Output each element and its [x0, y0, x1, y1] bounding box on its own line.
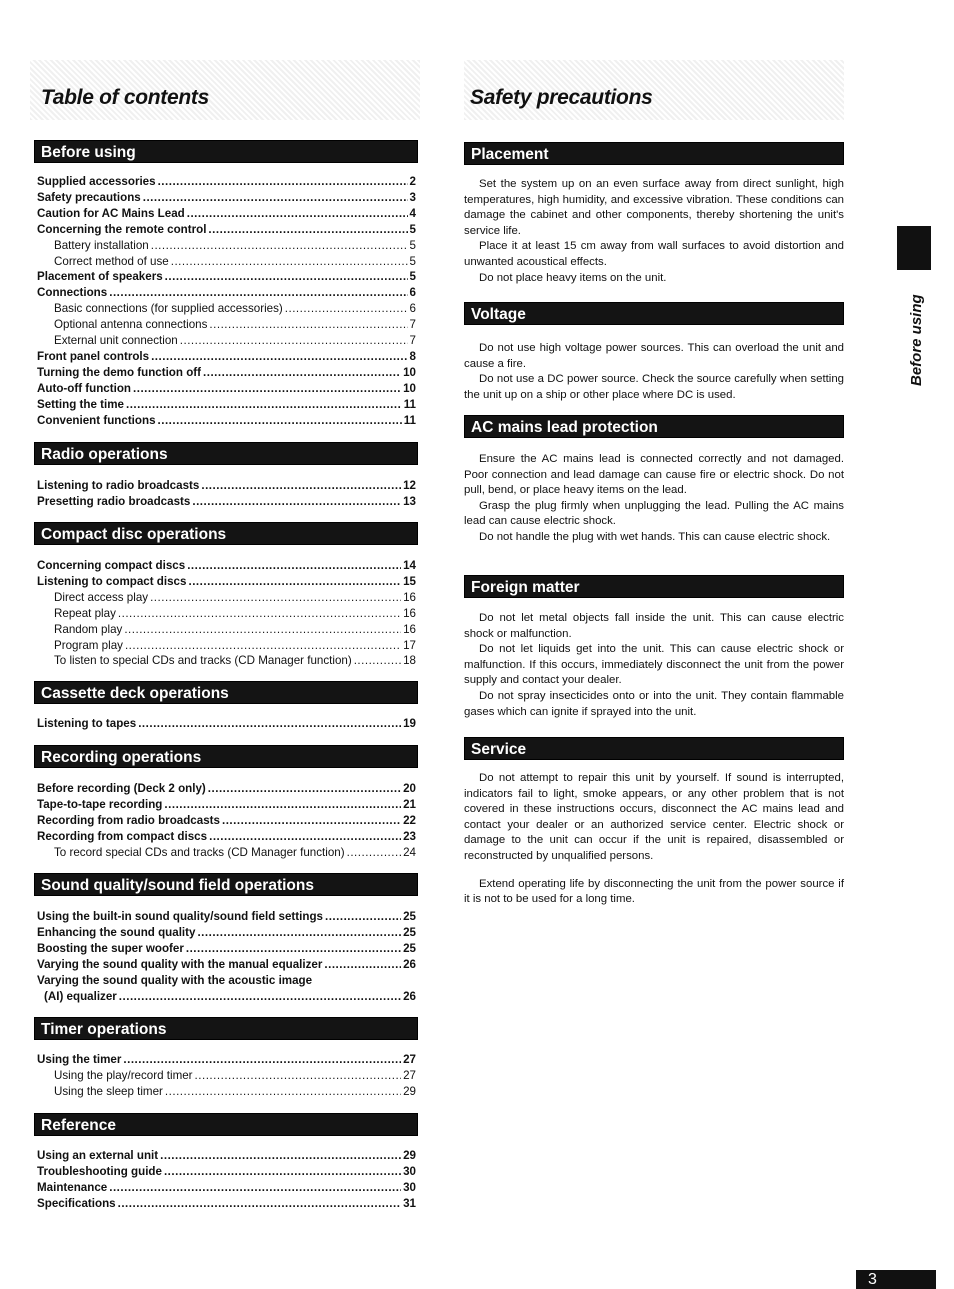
toc-leader-dots [164, 1164, 401, 1180]
toc-entry-page: 25 [403, 910, 416, 923]
toc-leader-dots [143, 190, 408, 206]
toc-entry-label: (AI) equalizer [44, 989, 117, 1003]
toc-list-radio [37, 478, 416, 510]
toc-entry-page: 16 [403, 590, 416, 604]
toc-leader-dots [197, 925, 401, 941]
toc-header-reference: Reference [34, 1113, 418, 1136]
safety-text-ac-mains [464, 452, 844, 546]
toc-entry-label: Recording from radio broadcasts [37, 813, 220, 827]
toc-entry-label: Enhancing the sound quality [37, 925, 196, 939]
toc-entry-label: Caution for AC Mains Lead [37, 206, 185, 220]
toc-leader-dots [186, 941, 401, 957]
safety-header-ac-mains: AC mains lead protection [464, 415, 844, 438]
toc-leader-dots [324, 957, 401, 973]
toc-leader-dots [123, 1052, 401, 1068]
toc-entry-label: Using the built-in sound quality/sound field settings [37, 910, 323, 923]
toc-entry [37, 653, 416, 669]
toc-list-recording [37, 781, 416, 861]
safety-paragraph: Do not let liquids get into the unit. This can cause electric shock or malfunction. If this occurs, immediately disconnect the unit from the power supply and contact your dealer. [464, 643, 844, 687]
toc-entry [37, 349, 416, 365]
toc-entry-page: 6 [409, 286, 416, 300]
toc-entry [37, 317, 416, 333]
safety-paragraph: Do not use a DC power source. Check the source carefully when setting the unit up on a ship or other place where DC is used. [464, 373, 844, 401]
safety-text-foreign-matter [464, 611, 844, 720]
toc-entry-page: 5 [409, 254, 416, 268]
toc-entry-page: 5 [409, 222, 416, 236]
toc-entry-page: 2 [409, 175, 416, 188]
toc-entry-label: Before recording (Deck 2 only) [37, 782, 206, 795]
toc-entry [37, 269, 416, 285]
toc-leader-dots [118, 1196, 401, 1212]
safety-paragraph: Place it at least 15 cm away from wall surfaces to avoid distortion and unwanted acoustical effects. [464, 240, 844, 268]
toc-entry-page: 19 [403, 717, 416, 730]
toc-entry [37, 333, 416, 349]
toc-entry-page: 23 [403, 829, 416, 843]
toc-leader-dots [171, 254, 408, 270]
toc-leader-dots [208, 781, 401, 797]
toc-leader-dots [209, 829, 401, 845]
toc-entry-page: 5 [409, 270, 416, 284]
toc-entry-label: Using the sleep timer [54, 1084, 163, 1098]
toc-leader-dots [208, 222, 407, 238]
toc-entry-page: 15 [403, 574, 416, 588]
safety-text-service [464, 771, 844, 908]
toc-entry-label: Varying the sound quality with the manual equalizer [37, 957, 323, 971]
toc-header-recording: Recording operations [34, 745, 418, 768]
toc-entry-page: 8 [409, 349, 416, 363]
toc-entry-page: 30 [403, 1180, 416, 1194]
toc-entry-page: 30 [403, 1164, 416, 1178]
toc-entry [37, 829, 416, 845]
toc-entry-page: 5 [409, 238, 416, 252]
toc-list-sound [37, 909, 416, 1004]
safety-paragraph: Do not handle the plug with wet hands. This can cause electric shock. [479, 530, 831, 543]
toc-entry-page: 20 [403, 782, 416, 795]
toc-entry-page: 10 [403, 381, 416, 395]
toc-leader-dots [195, 1068, 402, 1084]
toc-entry-label: Using the timer [37, 1053, 122, 1066]
toc-leader-dots [158, 174, 408, 190]
safety-text-placement [464, 177, 844, 286]
toc-entry [37, 638, 416, 654]
toc-entry-page: 27 [403, 1053, 416, 1066]
toc-leader-dots [126, 397, 402, 413]
toc-list-cassette [37, 716, 416, 732]
toc-entry-page: 10 [403, 365, 416, 379]
safety-header-foreign-matter: Foreign matter [464, 575, 844, 598]
toc-list-before-using [37, 174, 416, 429]
toc-entry-label: Troubleshooting guide [37, 1164, 162, 1178]
toc-leader-dots [119, 989, 401, 1005]
toc-entry-page: 18 [403, 654, 416, 668]
toc-entry [37, 413, 416, 429]
toc-entry [37, 1148, 416, 1164]
toc-leader-dots [118, 606, 401, 622]
toc-leader-dots [347, 845, 401, 861]
toc-entry [37, 222, 416, 238]
toc-entry-label: To record special CDs and tracks (CD Manager function) [54, 845, 345, 859]
page-number: 3 [856, 1270, 936, 1289]
safety-paragraph: Ensure the AC mains lead is connected correctly and not damaged. Poor connection and lead damage can cause fire or electric shock. Do not pull, bend, or place heavy items on the lead. [464, 453, 844, 497]
toc-header-timer: Timer operations [34, 1017, 418, 1040]
toc-entry-label: Random play [54, 622, 123, 636]
safety-header-placement: Placement [464, 142, 844, 165]
toc-entry [37, 925, 416, 941]
safety-paragraph: Do not spray insecticides onto or into the unit. They contain flammable gases which can ignite if sprayed into the unit. [464, 689, 844, 718]
toc-entry [37, 558, 416, 574]
toc-entry [37, 1196, 416, 1212]
toc-entry-label: Presetting radio broadcasts [37, 494, 191, 508]
toc-entry-page: 25 [403, 925, 416, 939]
toc-entry-label: Listening to tapes [37, 717, 137, 730]
toc-entry-label: Listening to compact discs [37, 574, 187, 588]
toc-entry-page: 6 [409, 302, 416, 316]
toc-entry-page: 27 [403, 1068, 416, 1082]
toc-entry-label: Varying the sound quality with the acoustic image [37, 973, 313, 987]
toc-leader-dots [109, 1180, 401, 1196]
safety-paragraph: Do not use high voltage power sources. This can overload the unit and cause a fire. [464, 342, 844, 370]
toc-entry [37, 845, 416, 861]
toc-entry [37, 989, 416, 1005]
toc-leader-dots [165, 1084, 401, 1100]
toc-entry [37, 285, 416, 301]
toc-header-cassette: Cassette deck operations [34, 681, 418, 704]
toc-entry-page: 17 [403, 638, 416, 652]
toc-header-radio: Radio operations [34, 442, 418, 465]
toc-leader-dots [151, 238, 408, 254]
toc-leader-dots [124, 622, 401, 638]
toc-leader-dots [158, 413, 402, 429]
toc-entry-label: To listen to special CDs and tracks (CD Manager function) [54, 654, 352, 668]
toc-entry-page: 7 [409, 318, 416, 332]
toc-entry [37, 478, 416, 494]
toc-entry-label: Setting the time [37, 397, 124, 411]
side-tab-label: Before using [908, 294, 925, 386]
toc-leader-dots [325, 909, 401, 925]
toc-entry-page: 7 [409, 334, 416, 348]
toc-entry-page: 31 [403, 1196, 416, 1210]
toc-leader-dots [285, 301, 408, 317]
toc-leader-dots [201, 478, 401, 494]
safety-paragraph: Do not let metal objects fall inside the unit. This can cause electric shock or malfunction. [464, 612, 844, 640]
toc-entry-page: 21 [403, 797, 416, 811]
toc-entry [37, 238, 416, 254]
safety-title: Safety precautions [470, 86, 653, 109]
toc-header-before-using: Before using [34, 140, 418, 163]
toc-list-reference [37, 1148, 416, 1212]
toc-entry-label: Supplied accessories [37, 175, 156, 188]
toc-entry [37, 206, 416, 222]
safety-header-voltage: Voltage [464, 302, 844, 325]
toc-leader-dots [187, 558, 401, 574]
toc-entry [37, 1180, 416, 1196]
toc-entry-label: Direct access play [54, 590, 149, 604]
toc-entry [37, 254, 416, 270]
toc-entry-label: Concerning compact discs [37, 559, 186, 572]
toc-leader-dots [187, 206, 408, 222]
toc-entry-label: Convenient functions [37, 413, 156, 427]
toc-leader-dots [354, 653, 401, 669]
toc-entry [37, 973, 416, 989]
toc-leader-dots [222, 813, 401, 829]
toc-entry-label: Connections [37, 286, 108, 300]
safety-header-service: Service [464, 737, 844, 760]
toc-entry-label: Using the play/record timer [54, 1068, 193, 1082]
toc-entry [37, 574, 416, 590]
toc-entry-page: 22 [403, 813, 416, 827]
toc-entry-page: 11 [403, 413, 416, 427]
toc-entry-page: 29 [403, 1084, 416, 1098]
safety-paragraph: Do not place heavy items on the unit. [479, 271, 667, 284]
safety-paragraph: Extend operating life by disconnecting the unit from the power source if it is not to be used for a long time. [464, 877, 844, 906]
toc-entry [37, 957, 416, 973]
toc-entry [37, 622, 416, 638]
toc-list-timer [37, 1052, 416, 1100]
toc-entry-label: Front panel controls [37, 349, 150, 363]
toc-entry-label: Repeat play [54, 606, 116, 620]
toc-entry [37, 941, 416, 957]
toc-leader-dots [160, 1148, 401, 1164]
toc-entry-label: Listening to radio broadcasts [37, 479, 200, 492]
toc-entry-page: 12 [403, 479, 416, 492]
toc-entry [37, 797, 416, 813]
toc-entry [37, 606, 416, 622]
toc-entry-page: 24 [403, 845, 416, 859]
toc-leader-dots [209, 317, 407, 333]
toc-entry-page: 13 [403, 494, 416, 508]
toc-entry-page: 16 [403, 606, 416, 620]
toc-entry-label: Placement of speakers [37, 270, 163, 284]
toc-leader-dots [125, 638, 401, 654]
toc-list-cd [37, 558, 416, 669]
toc-entry-label: Concerning the remote control [37, 222, 207, 236]
safety-paragraph: Do not attempt to repair this unit by yourself. If sound is interrupted, indicators fail to light, smoke appears, or any other problem that is not covered in these instructions occurs, disconnect the AC mains lead and contact your dealer or an authorized service center. Electric shock or damage to the unit can occur if the unit is repaired, disassembled or reconstructed by unqualified persons. [464, 772, 844, 862]
toc-leader-dots [151, 349, 407, 365]
toc-entry [37, 909, 416, 925]
safety-paragraph: Set the system up on an even surface away from direct sunlight, high temperatures, high humidity, and excessive vibration. These conditions can damage the cabinet and other components, thereby shortening the unit's service life. [464, 178, 844, 237]
toc-entry-label: Auto-off function [37, 381, 132, 395]
toc-entry [37, 1084, 416, 1100]
toc-entry-label: Tape-to-tape recording [37, 797, 163, 811]
toc-entry-label: Optional antenna connections [54, 318, 208, 332]
toc-entry [37, 1052, 416, 1068]
toc-entry-label: Basic connections (for supplied accessories) [54, 302, 283, 316]
toc-entry-page: 14 [403, 559, 416, 572]
toc-entry [37, 813, 416, 829]
toc-entry-label: Boosting the super woofer [37, 941, 184, 955]
side-tab-block [897, 226, 931, 270]
toc-leader-dots [180, 333, 408, 349]
toc-entry [37, 397, 416, 413]
toc-entry-label: Program play [54, 638, 123, 652]
toc-entry-page: 3 [409, 190, 416, 204]
toc-entry-label: Safety precautions [37, 190, 141, 204]
toc-leader-dots [150, 590, 401, 606]
toc-entry [37, 1068, 416, 1084]
toc-entry [37, 716, 416, 732]
toc-leader-dots [164, 797, 401, 813]
toc-entry-page: 29 [403, 1149, 416, 1162]
toc-leader-dots [192, 494, 401, 510]
toc-entry-label: Recording from compact discs [37, 829, 208, 843]
toc-entry [37, 301, 416, 317]
toc-leader-dots [203, 365, 401, 381]
toc-entry [37, 365, 416, 381]
toc-header-cd: Compact disc operations [34, 522, 418, 545]
toc-entry [37, 494, 416, 510]
toc-leader-dots [109, 285, 407, 301]
toc-title: Table of contents [41, 86, 209, 109]
toc-entry-label: Turning the demo function off [37, 365, 201, 379]
toc-entry-label: External unit connection [54, 334, 178, 348]
safety-paragraph: Grasp the plug firmly when unplugging the lead. Pulling the AC mains lead can cause electric shock. [464, 499, 844, 528]
toc-entry-page: 11 [403, 397, 416, 411]
toc-entry [37, 590, 416, 606]
toc-entry [37, 781, 416, 797]
toc-entry-label: Using an external unit [37, 1149, 159, 1162]
toc-entry [37, 1164, 416, 1180]
toc-leader-dots [165, 269, 408, 285]
toc-entry-page: 26 [403, 957, 416, 971]
toc-leader-dots [133, 381, 401, 397]
toc-entry [37, 190, 416, 206]
toc-entry-page: 25 [403, 941, 416, 955]
toc-entry-page: 4 [409, 206, 416, 220]
toc-entry-label: Maintenance [37, 1180, 108, 1194]
toc-leader-dots [188, 574, 401, 590]
toc-entry-page: 16 [403, 622, 416, 636]
toc-leader-dots [138, 716, 401, 732]
safety-text-voltage [464, 341, 844, 403]
toc-entry-label: Battery installation [54, 238, 149, 252]
toc-header-sound: Sound quality/sound field operations [34, 873, 418, 896]
toc-entry-label: Correct method of use [54, 254, 169, 268]
toc-entry-label: Specifications [37, 1196, 116, 1210]
toc-entry-page: 26 [403, 989, 416, 1003]
toc-entry [37, 381, 416, 397]
toc-entry [37, 174, 416, 190]
